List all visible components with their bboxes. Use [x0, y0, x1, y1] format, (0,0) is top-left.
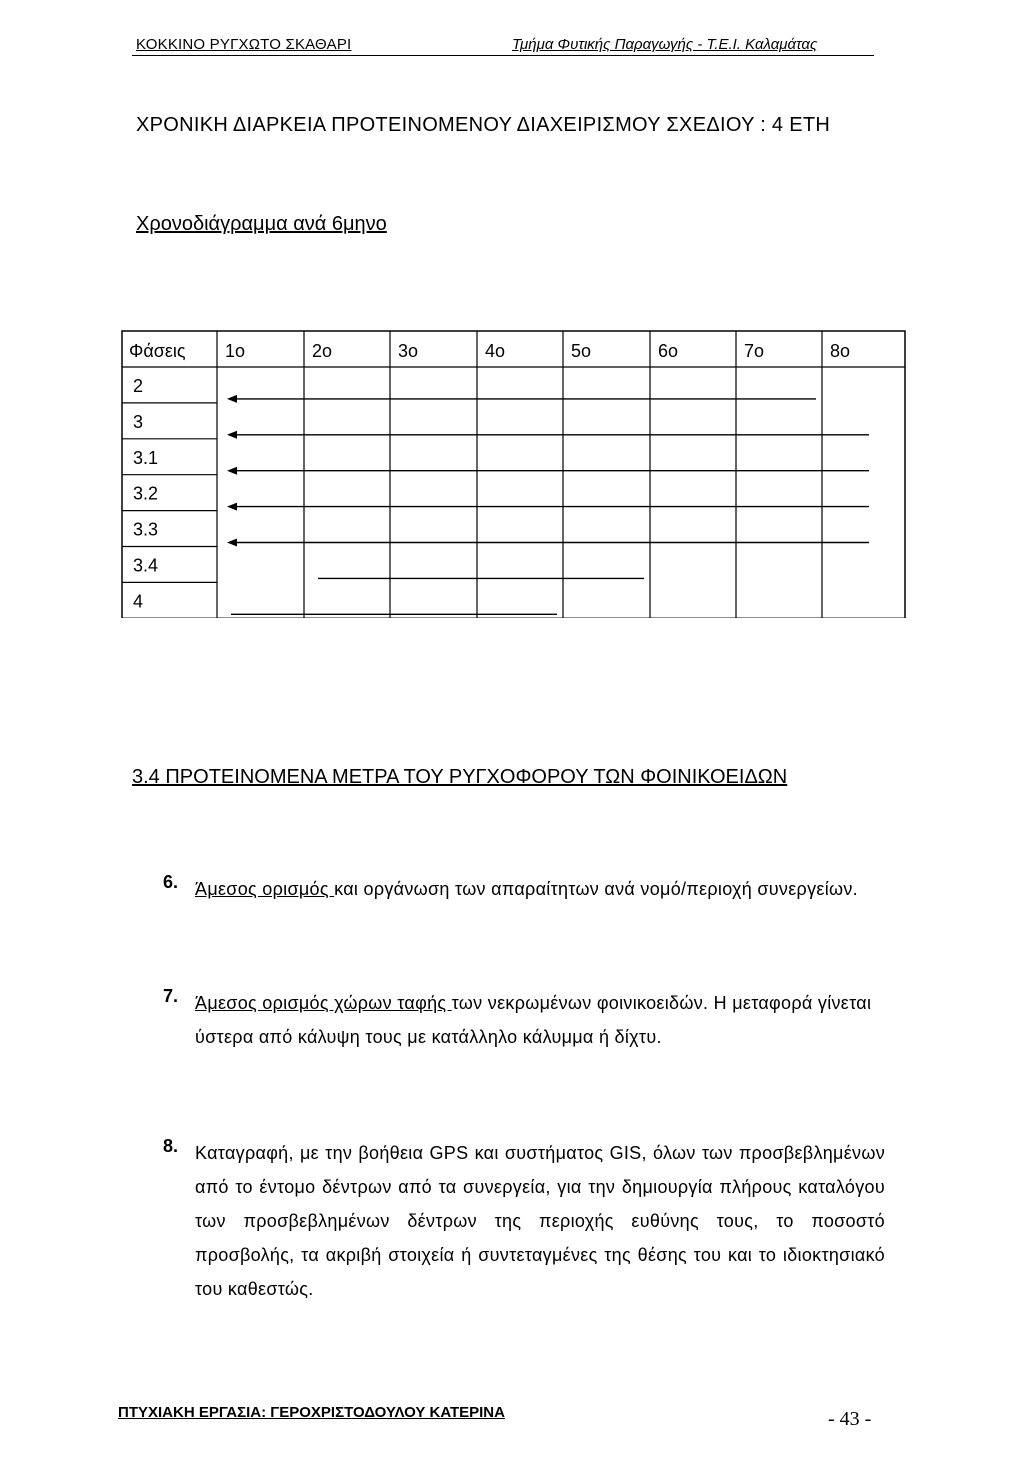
- item-6-text: [195, 872, 885, 906]
- phase-arrowhead: [227, 503, 237, 511]
- item-6-rest: και οργάνωση των απαραίτητων ανά νομό/περιοχή συνεργείων.: [334, 879, 858, 899]
- header-left: ΚΟΚΚΙΝΟ ΡΥΓΧΩΤΟ ΣΚΑΘΑΡΙ: [136, 36, 352, 53]
- item-7-rest: των νεκρωμένων φοινικοειδών. Η μεταφορά γίνεται ύστερα από κάλυψη τους με κατάλληλο κάλυμμα ή δίχτυ.: [195, 993, 872, 1047]
- page-number: - 43 -: [828, 1408, 872, 1430]
- phase-arrowhead: [227, 395, 237, 403]
- page-title: ΧΡΟΝΙΚΗ ΔΙΑΡΚΕΙΑ ΠΡΟΤΕΙΝΟΜΕΝΟΥ ΔΙΑΧΕΙΡΙΣΜΟΥ ΣΧΕΔΙΟΥ : 4 ΕΤΗ: [136, 114, 831, 136]
- item-8-rest: Καταγραφή, με την βοήθεια GPS και συστήματος GIS, όλων των προσβεβλημένων από το έντομο δέντρων από τα συνεργεία, για την δημιουργία πλήρους καταλόγου των προσβεβλημένων δέντρων της περιοχής ευθύνης τους, το ποσοστό προσβολής, τα ακριβή στοιχεία ή συντεταγμένες της θέσης του και το ιδιοκτησιακό του καθεστώς.: [195, 1143, 885, 1299]
- header-divider: [132, 55, 874, 56]
- phase-arrowhead: [227, 539, 237, 547]
- period-header-4: 4ο: [485, 341, 506, 361]
- period-header-8: 8ο: [830, 341, 851, 361]
- period-header-2: 2ο: [312, 341, 333, 361]
- period-header-3: 3ο: [398, 341, 419, 361]
- item-7-text: [195, 986, 885, 1054]
- header-right: Τμήμα Φυτικής Παραγωγής - Τ.Ε.Ι. Καλαμάτας: [512, 36, 818, 53]
- table-border: [122, 331, 905, 618]
- phase-label: 2: [133, 376, 144, 396]
- schedule-table: [121, 330, 907, 618]
- schedule-subtitle: Χρονοδιάγραμμα ανά 6μηνο: [136, 213, 387, 235]
- phase-label: 3.4: [133, 555, 159, 576]
- phase-label: 3.3: [133, 519, 159, 540]
- phase-label: 3.2: [133, 483, 159, 504]
- period-header-6: 6ο: [658, 341, 679, 361]
- item-7-number: 7.: [163, 986, 179, 1006]
- period-header-5: 5ο: [571, 341, 592, 361]
- footer-author: ΠΤΥΧΙΑΚΗ ΕΡΓΑΣΙΑ: ΓΕΡΟΧΡΙΣΤΟΔΟΥΛΟΥ ΚΑΤΕΡΙΝΑ: [118, 1404, 505, 1421]
- phase-label: 3: [133, 411, 144, 432]
- phase-arrowhead: [227, 431, 237, 439]
- phase-label: 4: [133, 591, 144, 612]
- phase-label: 3.1: [133, 447, 159, 468]
- period-header-7: 7ο: [744, 341, 765, 361]
- item-6-number: 6.: [163, 872, 179, 892]
- phase-arrowhead: [227, 467, 237, 475]
- item-8-number: 8.: [163, 1136, 179, 1156]
- section-title: 3.4 ΠΡΟΤΕΙΝΟΜΕΝΑ ΜΕΤΡΑ ΤΟΥ ΡΥΓΧΟΦΟΡΟΥ ΤΩΝ ΦΟΙΝΙΚΟΕΙΔΩΝ: [132, 766, 788, 788]
- table-corner-label: Φάσεις: [129, 341, 186, 361]
- item-8-text: [195, 1136, 885, 1306]
- item-7-underlined: Άμεσος ορισμός χώρων ταφής: [195, 993, 452, 1013]
- period-header-1: 1ο: [225, 341, 246, 361]
- item-6-underlined: Άμεσος ορισμός: [195, 879, 335, 899]
